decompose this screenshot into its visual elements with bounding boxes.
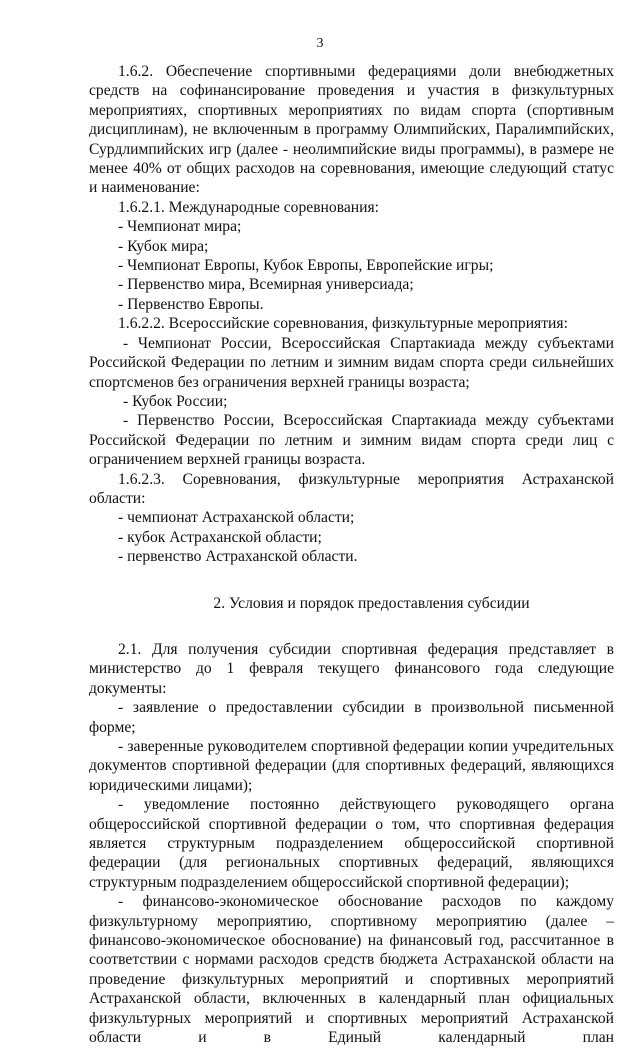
list-item: - Чемпионат мира;	[118, 218, 242, 236]
document-body	[89, 62, 614, 1048]
list-item: - чемпионат Астраханской области;	[118, 509, 355, 527]
list-item: - уведомление постоянно действующего руководящего органа общероссийской спортивной федерации о том, что спортивная федерация является структурным подразделением общероссийской спортивной федерации (для региональных спортивных федераций, являющихся структурным подразделением общероссийской спортивной федерации);	[89, 796, 614, 891]
section-heading: 2. Условия и порядок предоставления субсидии	[213, 594, 530, 612]
list-item: - Первенство Европы.	[118, 295, 264, 313]
spacer	[89, 613, 614, 640]
subsection-title-international: 1.6.2.1. Международные соревнования:	[118, 198, 379, 216]
paragraph-1-6-2: 1.6.2. Обеспечение спортивными федерациями доли внебюджетных средств на софинансирование проведения и участия в физкультурных мероприятиях, спортивных мероприятиях по видам спорта (спортивным дисциплинам), не включенным в программу Олимпийских, Паралимпийских, Сурдлимпийских игр (далее - неолимпийские виды программы), в размере не менее 40% от общих расходов на соревнования, имеющие следующий статус и наименование:	[89, 63, 614, 197]
list-item: - Первенство мира, Всемирная универсиада;	[118, 276, 414, 294]
list-item: - первенство Астраханской области.	[118, 548, 358, 566]
list-item: - заверенные руководителем спортивной федерации копии учредительных документов спортивной федерации (для спортивных федераций, являющихся юридическими лицами);	[89, 738, 614, 794]
list-item: - финансово-экономическое обоснование расходов по каждому физкультурному мероприятию, спортивному мероприятию (далее – финансово-экономическое обоснование) на финансовый год, рассчитанное в соответствии с нормами расходов средств бюджета Астраханской области на проведение физкультурных мероприятий и спортивных мероприятий Астраханской области, включенных в календарный план официальных физкультурных мероприятий и спортивных мероприятий Астраханской области и в Единый календарный план	[89, 893, 614, 1047]
list-item: - Кубок России;	[123, 392, 228, 410]
spacer	[89, 567, 614, 594]
list-item: - кубок Астраханской области;	[118, 528, 322, 546]
list-item: - заявление о предоставлении субсидии в произвольной письменной форме;	[89, 699, 614, 736]
paragraph-2-1: 2.1. Для получения субсидии спортивная федерация представляет в министерство до 1 февраля текущего финансового года следующие документы:	[89, 640, 614, 697]
subsection-title-regional: 1.6.2.3. Соревнования, физкультурные мероприятия Астраханской области:	[89, 470, 614, 507]
list-item: - Кубок мира;	[118, 237, 209, 255]
page-number: 3	[316, 36, 324, 51]
list-item: - Чемпионат России, Всероссийская Спартакиада между субъектами Российской Федерации по летним и зимним видам спорта среди сильнейших спортсменов без ограничения верхней границы возраста;	[89, 334, 614, 391]
list-item: - Чемпионат Европы, Кубок Европы, Европейские игры;	[118, 257, 494, 275]
list-item: - Первенство России, Всероссийская Спартакиада между субъектами Российской Федерации по летним и зимним видам спорта среди лиц с ограничением верхней границы возраста.	[89, 412, 614, 469]
subsection-title-all-russian: 1.6.2.2. Всероссийские соревнования, физкультурные мероприятия:	[118, 315, 568, 333]
